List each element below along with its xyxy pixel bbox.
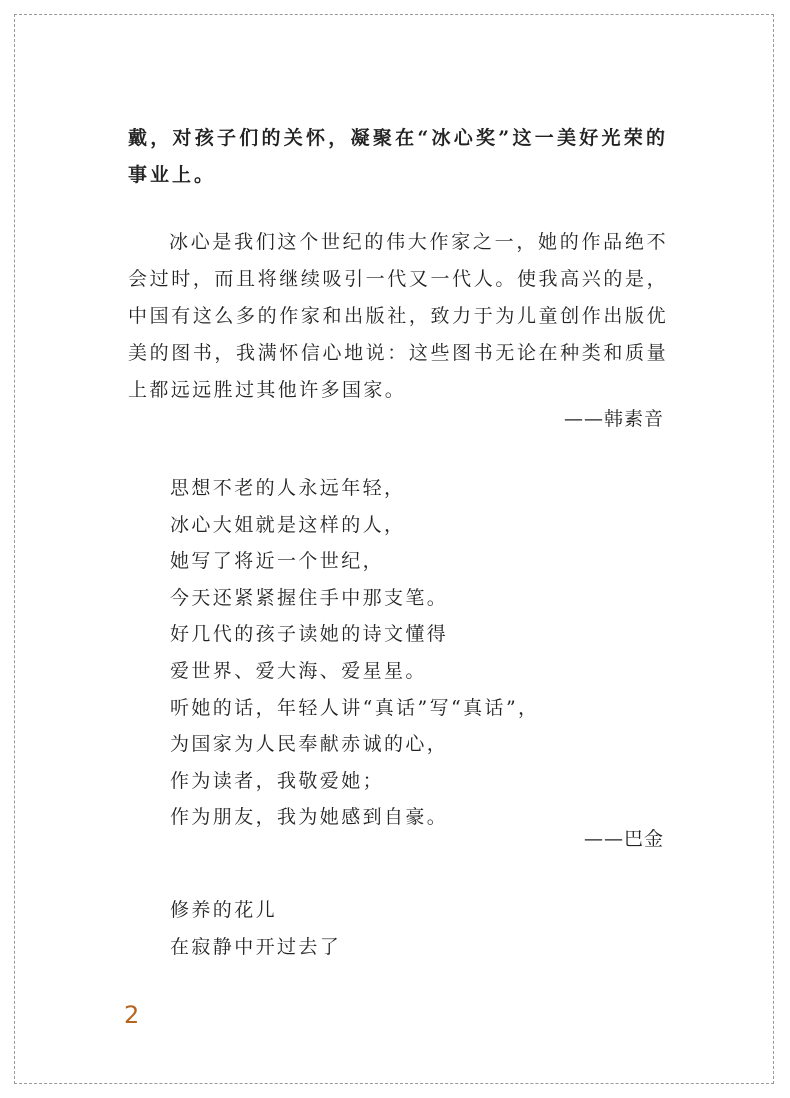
- poem-line: 作为朋友，我为她感到自豪。: [170, 806, 449, 829]
- poem-line: 思想不老的人永远年轻，: [170, 477, 406, 499]
- poem-line: 在寂静中开过去了: [170, 935, 342, 958]
- page-number: 2: [124, 1001, 140, 1029]
- poem-line: 今天还紧紧握住手中那支笔。: [170, 586, 449, 609]
- poem-line: 修养的花儿: [170, 899, 278, 921]
- opening-paragraph: 戴，对孩子们的关怀，凝聚在“冰心奖”这一美好光荣的事业上。: [128, 127, 668, 186]
- closing-poem: [170, 892, 341, 965]
- poem-line: 她写了将近一个世纪，: [170, 550, 385, 573]
- poem-line: 冰心大姐就是这样的人，: [170, 513, 406, 536]
- poem-line: 爱世界、爱大海、爱星星。: [170, 659, 427, 682]
- poem-line: 听她的话，年轻人讲“真话”写“真话”，: [170, 696, 540, 719]
- ba-jin-poem: [170, 470, 539, 836]
- ba-jin-signature: ——巴金: [583, 828, 664, 850]
- han-suyin-signature: ——韩素音: [563, 408, 664, 430]
- poem-line: 为国家为人民奉献赤诚的心，: [170, 733, 449, 756]
- poem-line: 好几代的孩子读她的诗文懂得: [170, 623, 449, 646]
- han-suyin-quote: 冰心是我们这个世纪的伟大作家之一，她的作品绝不会过时，而且将继续吸引一代又一代人。使我高兴的是，中国有这么多的作家和出版社，致力于为儿童创作出版优美的图书，我满怀信心地说：这些图书无论在种类和质量上都远远胜过其他许多国家。: [128, 231, 668, 401]
- poem-line: 作为读者，我敬爱她；: [170, 769, 385, 792]
